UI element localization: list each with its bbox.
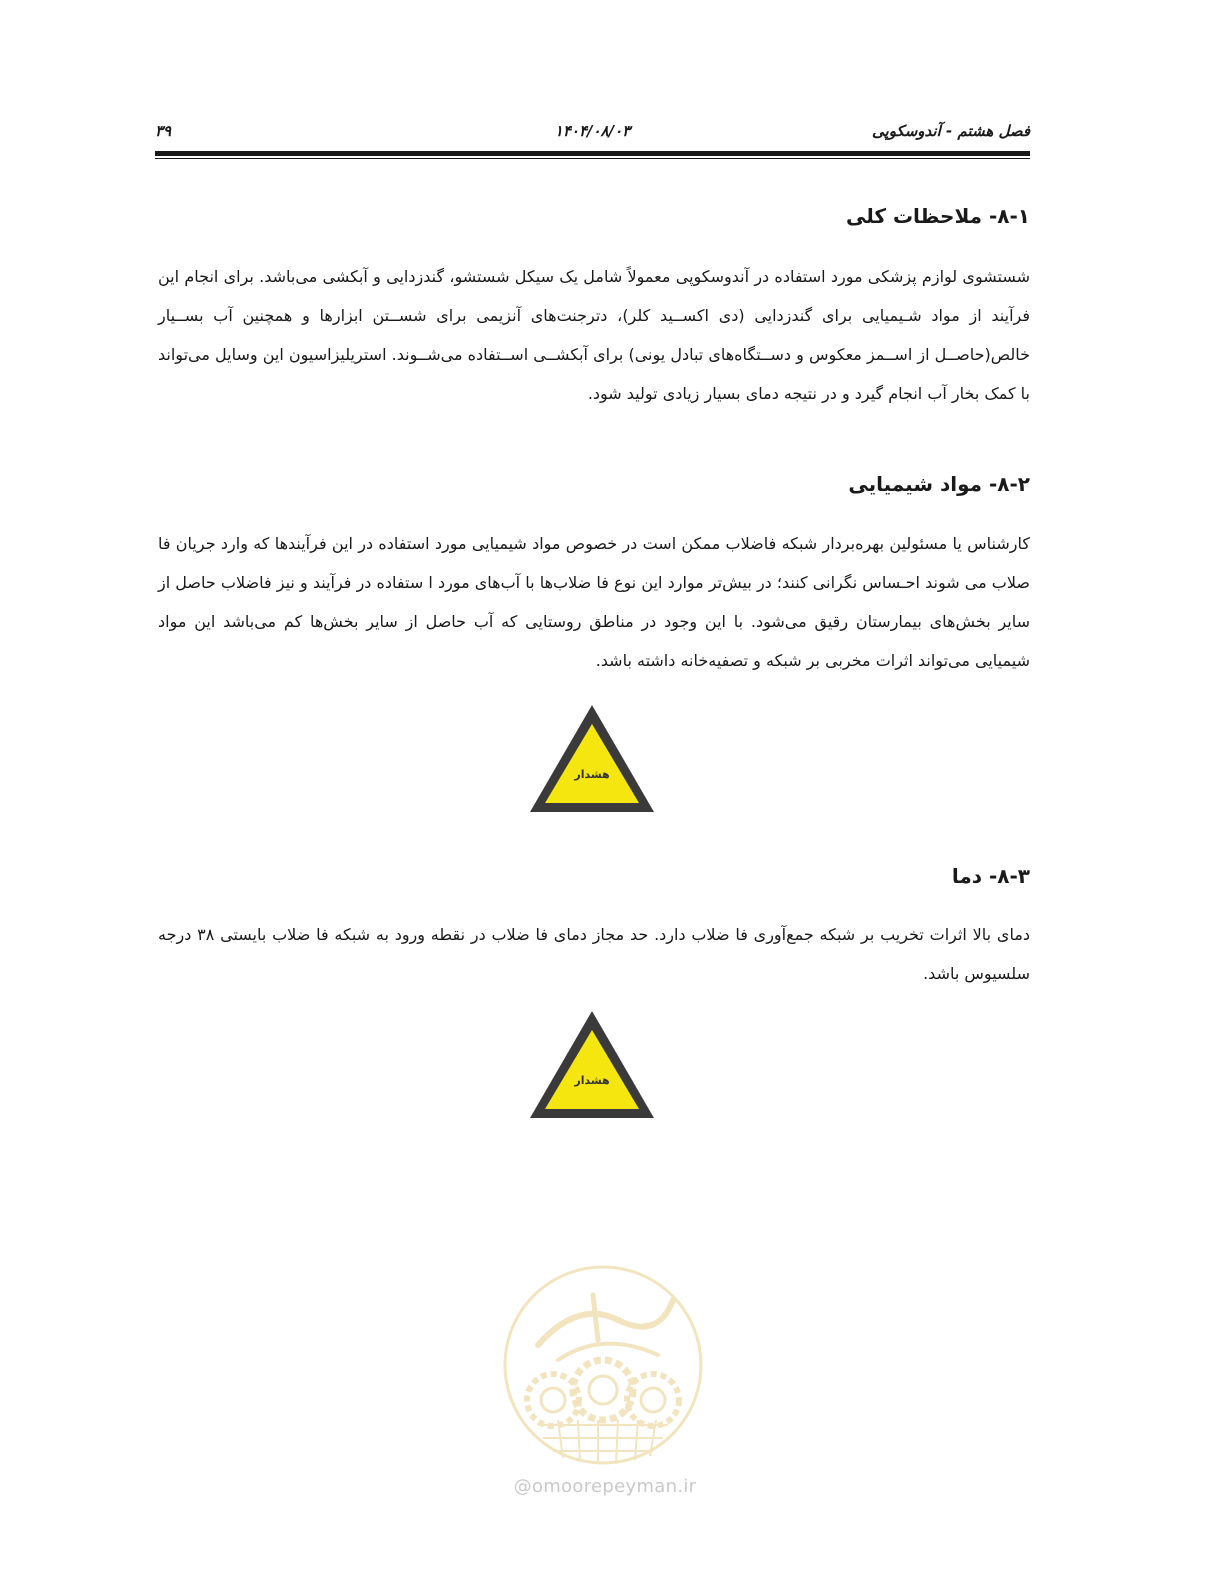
section-heading-temperature: ۸-۳- دما	[951, 864, 1030, 888]
watermark-website: @omoorepeyman.ir	[513, 1476, 697, 1497]
section-heading-general: ۸-۱- ملاحظات کلی	[845, 204, 1030, 228]
warning-triangle-icon	[528, 1008, 656, 1120]
page-header	[155, 118, 1030, 146]
header-date: ۱۴۰۴/۰۸/۰۳	[554, 122, 631, 140]
section-paragraph-chemicals: کارشناس یا مسئولین بهره‌بردار شبکه فاضلاب ممکن است در خصوص مواد شیمیایی مورد استفاده در این فرآیندها که وارد جریان فا صلاب می شوند احـساس نگرانی کنند؛ در بیش‌تر موارد این نوع فا ضلاب‌ها با آب‌های مورد ا ستفاده در فرآیند و نیز فاضلاب حاصل از سایر بخش‌های بیمارستان رقیق می‌شود. با این وجود در مناطق روستایی که آب حاصل از سایر بخش‌ها کم می‌باشد این مواد شیمیایی می‌تواند اثرات مخربی بر شبکه و تصفیه‌خانه داشته باشد.	[158, 534, 1030, 670]
section-heading-chemicals: ۸-۲- مواد شیمیایی	[848, 472, 1030, 496]
warning-sign	[528, 1008, 656, 1120]
section-paragraph-general: شستشوی لوازم پزشکی مورد استفاده در آندوسکوپی معمولاً شامل یک سیکل شستشو، گندزدایی و آبکشی می‌باشد. برای انجام این فرآیند از مواد شـیمیایی برای گندزدایی (دی اکســید کلر)، دترجنت‌های آنزیمی برای شســتن ابزارها و همچنین آب بســیار خالص(حاصــل از اســمز معکوس و دســتگاه‌های تبادل یونی) برای آبکشــی اســتفاده می‌شــوند. استریلیزاسیون این وسایل می‌تواند با کمک بخار آب انجام گیرد و در نتیجه دمای بسیار زیادی تولید شود.	[158, 267, 1030, 403]
warning-label: هشدار	[574, 1074, 610, 1087]
warning-sign	[528, 702, 656, 814]
watermark-seal-icon	[498, 1260, 708, 1470]
warning-label: هشدار	[574, 768, 610, 781]
header-rule-thin	[155, 158, 1030, 159]
chapter-title: فصل هشتم - آندوسکوپی	[872, 122, 1030, 140]
watermark-logo	[498, 1260, 708, 1510]
warning-triangle-icon	[528, 702, 656, 814]
page-number: ۳۹	[155, 122, 172, 140]
section-paragraph-temperature: دمای بالا اثرات تخریب بر شبکه جمع‌آوری فا ضلاب دارد. حد مجاز دمای فا ضلاب در نقطه ورود به شبکه فا ضلاب بایستی ۳۸ درجه سلسیوس باشد.	[158, 925, 1031, 983]
header-rule-thick	[155, 151, 1030, 156]
